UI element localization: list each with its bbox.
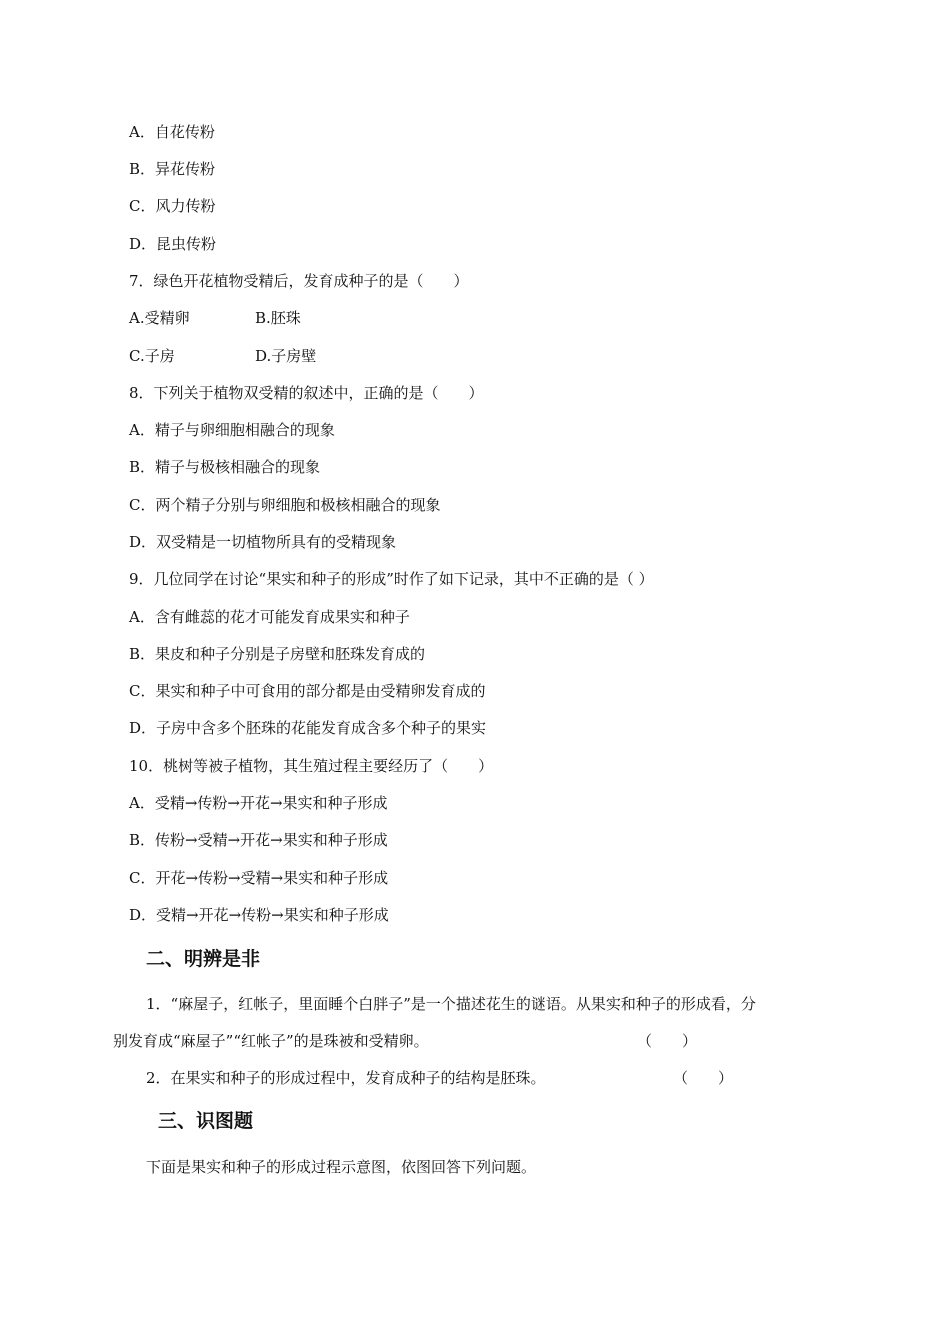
q10-option-b: B．传粉→受精→开花→果实和种子形成: [129, 831, 388, 849]
q9-stem: 9．几位同学在讨论“果实和种子的形成”时作了如下记录，其中不正确的是（ ）: [129, 570, 654, 588]
q9-option-d: D．子房中含多个胚珠的花能发育成含多个种子的果实: [129, 719, 487, 737]
q6-option-c: C．风力传粉: [129, 197, 216, 215]
q7-option-b: B.胚珠: [255, 309, 301, 327]
q10-option-d: D．受精→开花→传粉→果实和种子形成: [129, 906, 389, 924]
section-2-item-1-line-2: 别发育成“麻屋子”“红帐子”的是珠被和受精卵。: [113, 1032, 429, 1050]
q6-option-a: A．自花传粉: [129, 123, 215, 141]
q7-options-row-2: [129, 346, 317, 366]
q8-option-b: B．精子与极核相融合的现象: [129, 458, 321, 476]
q8-option-a: A．精子与卵细胞相融合的现象: [129, 421, 335, 439]
q6-option-d: D．昆虫传粉: [129, 235, 217, 253]
section-2-item-2-answer-blank: （ ）: [673, 1069, 734, 1087]
q8-option-d: D．双受精是一切植物所具有的受精现象: [129, 533, 397, 551]
section-2-heading: 二、明辨是非: [146, 948, 261, 970]
q7-option-a: A.受精卵: [129, 309, 190, 327]
q6-option-b: B．异花传粉: [129, 160, 216, 178]
section-3-intro: 下面是果实和种子的形成过程示意图，依图回答下列问题。: [146, 1158, 537, 1176]
q9-option-a: A．含有雌蕊的花才可能发育成果实和种子: [129, 608, 410, 626]
q9-option-c: C．果实和种子中可食用的部分都是由受精卵发育成的: [129, 682, 486, 700]
q10-stem: 10．桃树等被子植物，其生殖过程主要经历了（ ）: [129, 757, 494, 775]
section-3-heading: 三、识图题: [158, 1110, 254, 1132]
q8-option-c: C．两个精子分别与卵细胞和极核相融合的现象: [129, 496, 441, 514]
q10-option-c: C．开花→传粉→受精→果实和种子形成: [129, 869, 389, 887]
q9-option-b: B．果皮和种子分别是子房壁和胚珠发育成的: [129, 645, 426, 663]
q7-options-row-1: [129, 308, 301, 328]
section-2-item-1-line-1: 1．“麻屋子，红帐子，里面睡个白胖子”是一个描述花生的谜语。从果实和种子的形成看，分: [146, 995, 756, 1013]
q8-stem: 8．下列关于植物双受精的叙述中，正确的是（ ）: [129, 384, 484, 402]
q7-stem: 7．绿色开花植物受精后，发育成种子的是（ ）: [129, 272, 469, 290]
q7-option-c: C.子房: [129, 347, 175, 365]
section-2-item-1-answer-blank: （ ）: [637, 1032, 698, 1050]
q7-option-d: D.子房壁: [255, 347, 317, 365]
q10-option-a: A．受精→传粉→开花→果实和种子形成: [129, 794, 388, 812]
section-2-item-2: 2．在果实和种子的形成过程中，发育成种子的结构是胚珠。: [146, 1069, 546, 1087]
